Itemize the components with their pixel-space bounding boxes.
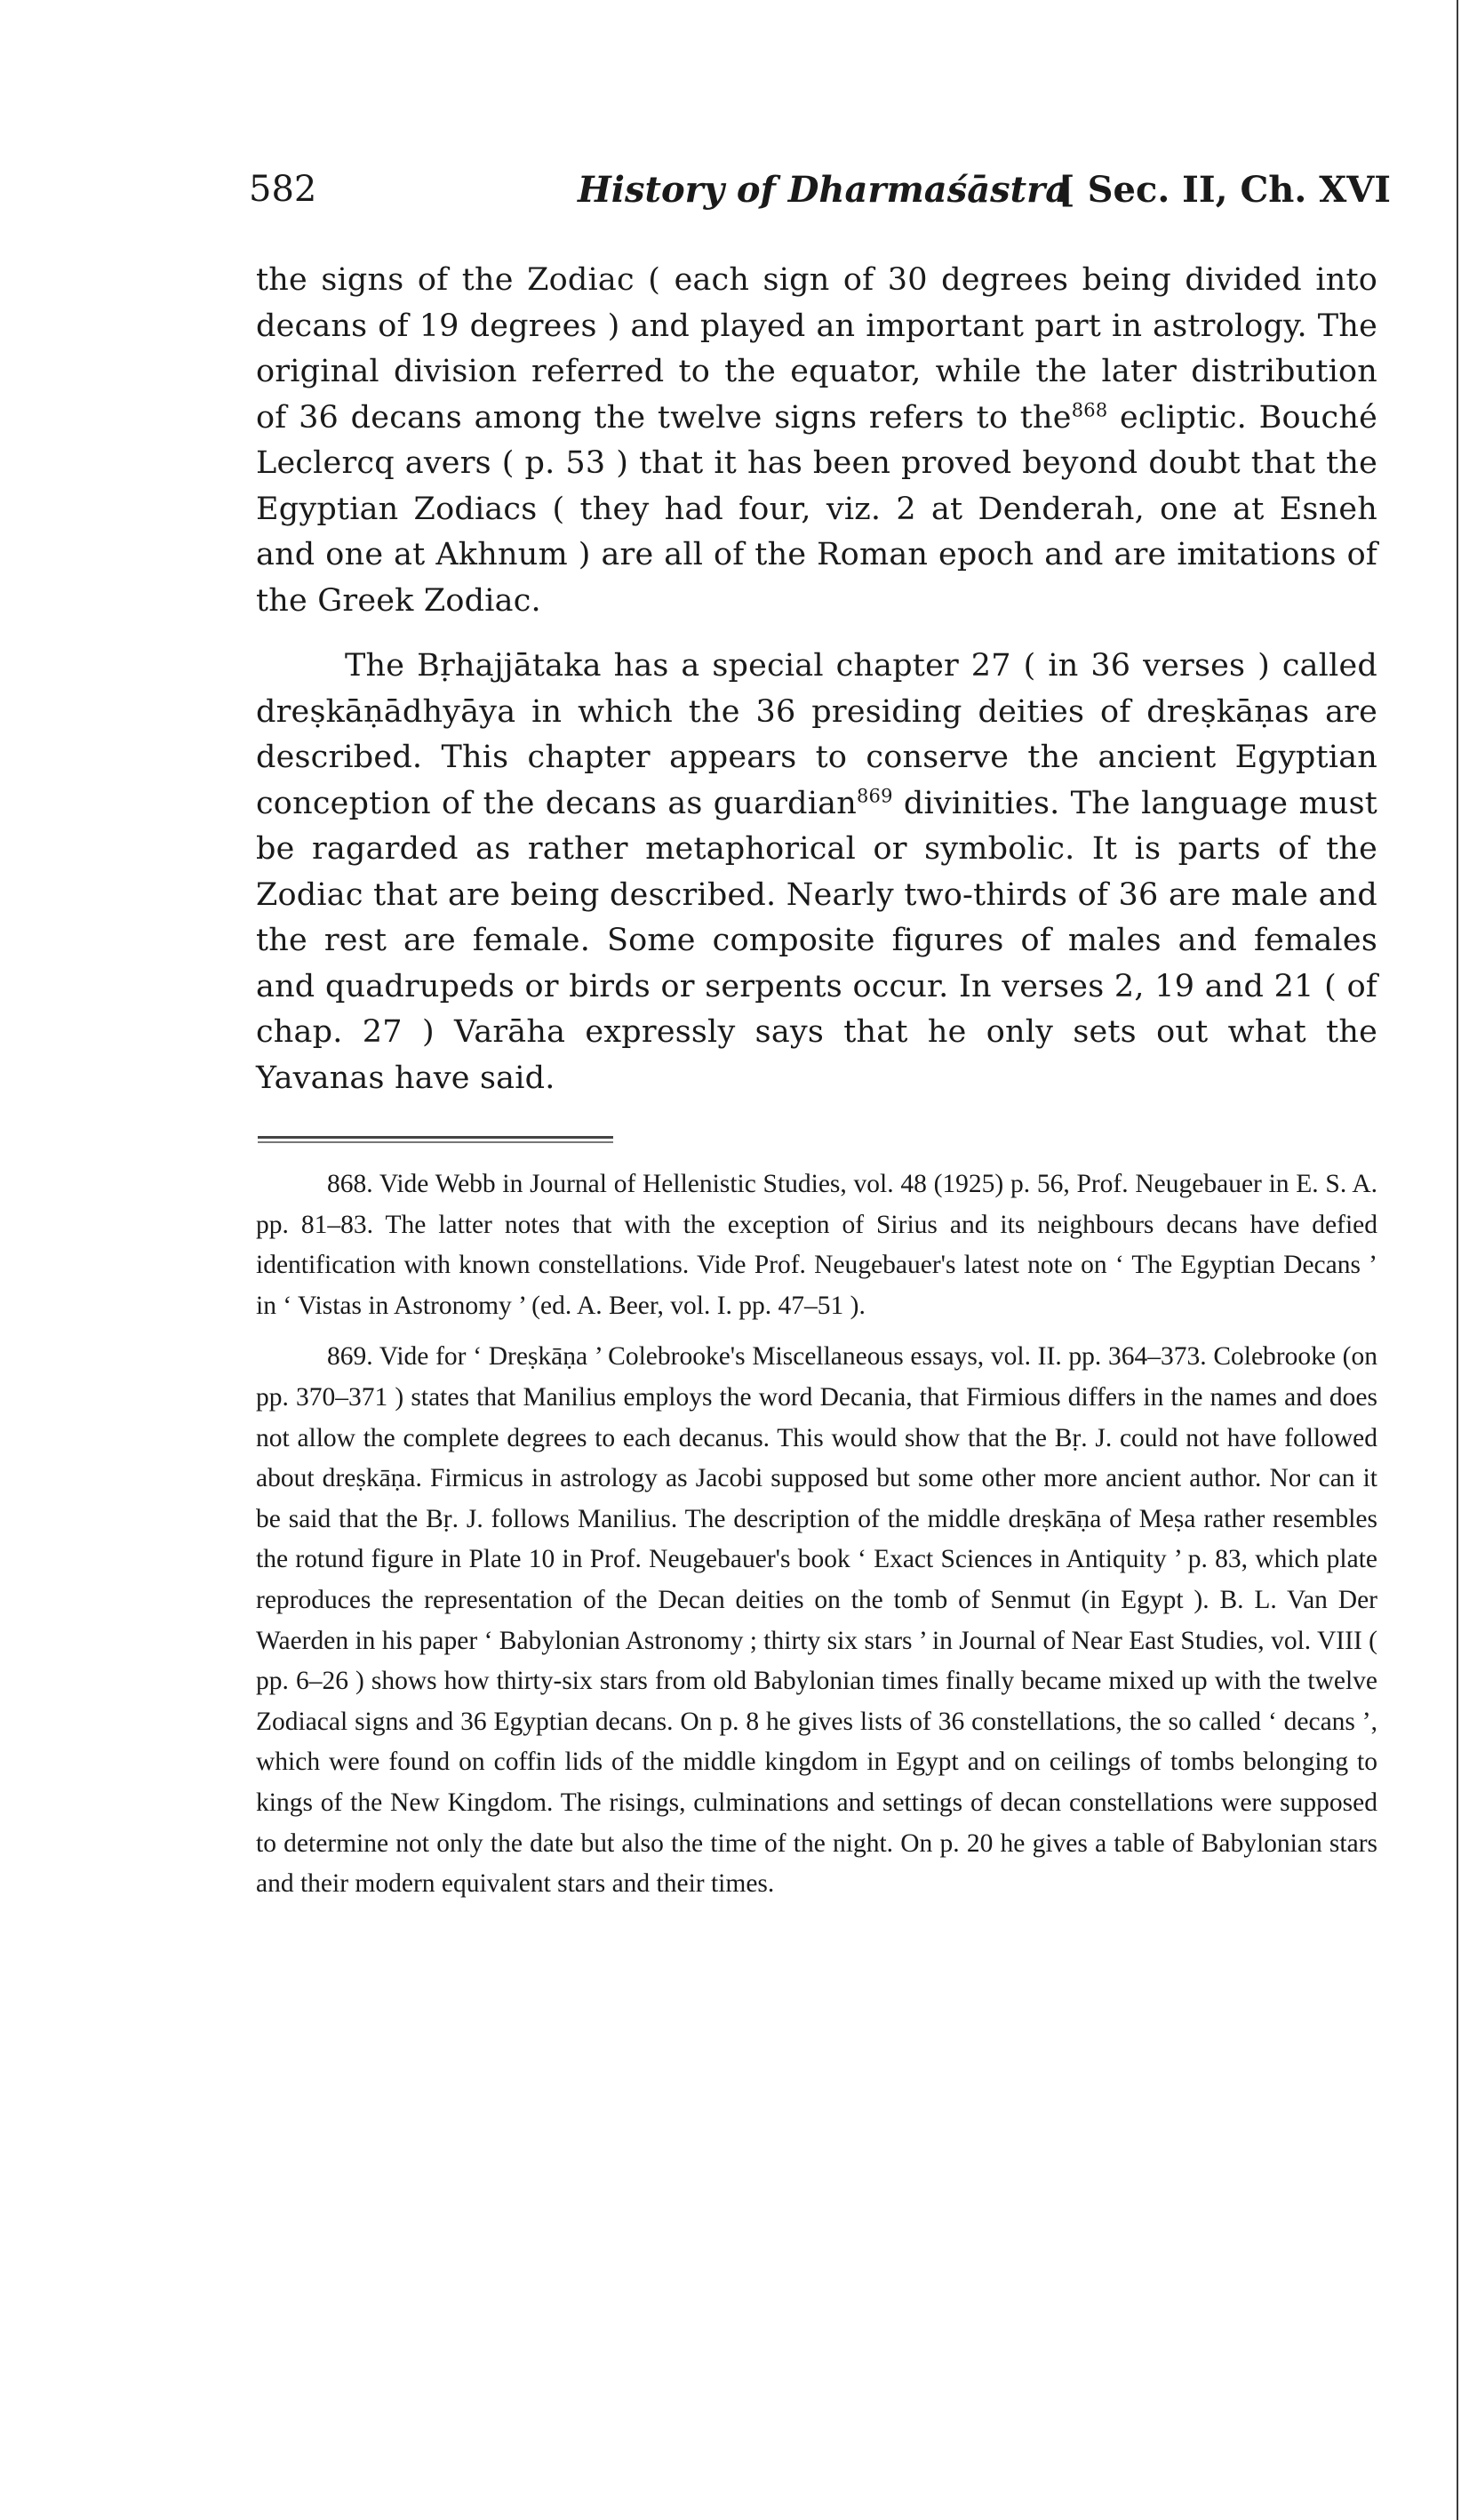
footnote-ref-868: 868 [1071, 398, 1108, 420]
paragraph-2 [256, 644, 1377, 1101]
footnote-ref-869: 869 [856, 784, 893, 806]
paragraph-1-rest: ecliptic. Bouché Leclercq avers ( p. 53 ) that it has been proved beyond doubt that the Egyptian Zodiacs ( they had four, viz. 2 at Denderah, one at Esneh and one at Akhnum ) are all of the Roman epoch and are imitations of the Greek Zodiac. [256, 399, 1377, 619]
page-edge-line [1457, 0, 1458, 2520]
paragraph-2-text: The Bṛhajjātaka has a special chapter 27 ( in 36 verses ) called dreṣkāṇādhyāya in which the 36 presiding deities of dreṣkāṇas are described. This chapter appears to conserve the ancient Egyptian conception of the decans as guardian [256, 648, 1377, 821]
main-text [256, 258, 1377, 1101]
paragraph-1 [256, 258, 1377, 624]
page-header [249, 169, 1391, 222]
footnotes [256, 1164, 1377, 1905]
paragraph-2-rest: divinities. The language must be ragarded as rather metaphorical or symbolic. It is parts of the Zodiac that are being described. Nearly two-thirds of 36 are male and the rest are female. Some composite figures of males and females and quadrupeds or birds or serpents occur. In verses 2, 19 and 21 ( of chap. 27 ) Varāha expressly says that he only sets out what the Yavanas have said. [256, 785, 1377, 1096]
footnote-divider [258, 1136, 613, 1139]
footnote-868: 868. Vide Webb in Journal of Hellenistic Studies, vol. 48 (1925) p. 56, Prof. Neugebauer in E. S. A. pp. 81–83. The latter notes that with the exception of Sirius and its neighbours decans have defied identification with known constellations. Vide Prof. Neugebauer's latest note on ‘ The Egyptian Decans ’ in ‘ Vistas in Astronomy ’ (ed. A. Beer, vol. I. pp. 47–51 ). [256, 1170, 1377, 1320]
paragraph-1-text: the signs of the Zodiac ( each sign of 30 degrees being divided into decans of 19 degrees ) and played an important part in astrology. The original division referred to the equator, while the later distribution of 36 decans among the twelve signs refers to the [256, 262, 1377, 436]
footnote-869: 869. Vide for ‘ Dreṣkāṇa ’ Colebrooke's Miscellaneous essays, vol. II. pp. 364–373. Colebrooke (on pp. 370–371 ) states that Manilius employs the word Decania, that Firmious differs in the names and does not allow the complete degrees to each decanus. This would show that the Bṛ. J. could not have followed about dreṣkāṇa. Firmicus in astrology as Jacobi supposed but some other more ancient author. Nor can it be said that the Bṛ. J. follows Manilius. The description of the middle dreṣkāṇa of Meṣa rather resembles the rotund figure in Plate 10 in Prof. Neugebauer's book ‘ Exact Sciences in Antiquity ’ p. 83, which plate reproduces the representation of the Decan deities on the tomb of Senmut (in Egypt ). B. L. Van Der Waerden in his paper ‘ Babylonian Astronomy ; thirty six stars ’ in Journal of Near East Studies, vol. VIII ( pp. 6–26 ) shows how thirty-six stars from old Babylonian times finally became mixed up with the twelve Zodiacal signs and 36 Egyptian decans. On p. 8 he gives lists of 36 constellations, the so called ‘ decans ’, which were found on coffin lids of the middle kingdom in Egypt and on ceilings of tombs belonging to kings of the New Kingdom. The risings, culminations and settings of decan constellations were supposed to determine not only the date but also the time of the night. On p. 20 he gives a table of Babylonian stars and their modern equivalent stars and their times. [256, 1342, 1377, 1899]
section-reference: [ Sec. II, Ch. XVI [1058, 169, 1391, 211]
running-title: History of Dharmaśāstra [578, 169, 1069, 211]
page-number: 582 [249, 169, 317, 210]
